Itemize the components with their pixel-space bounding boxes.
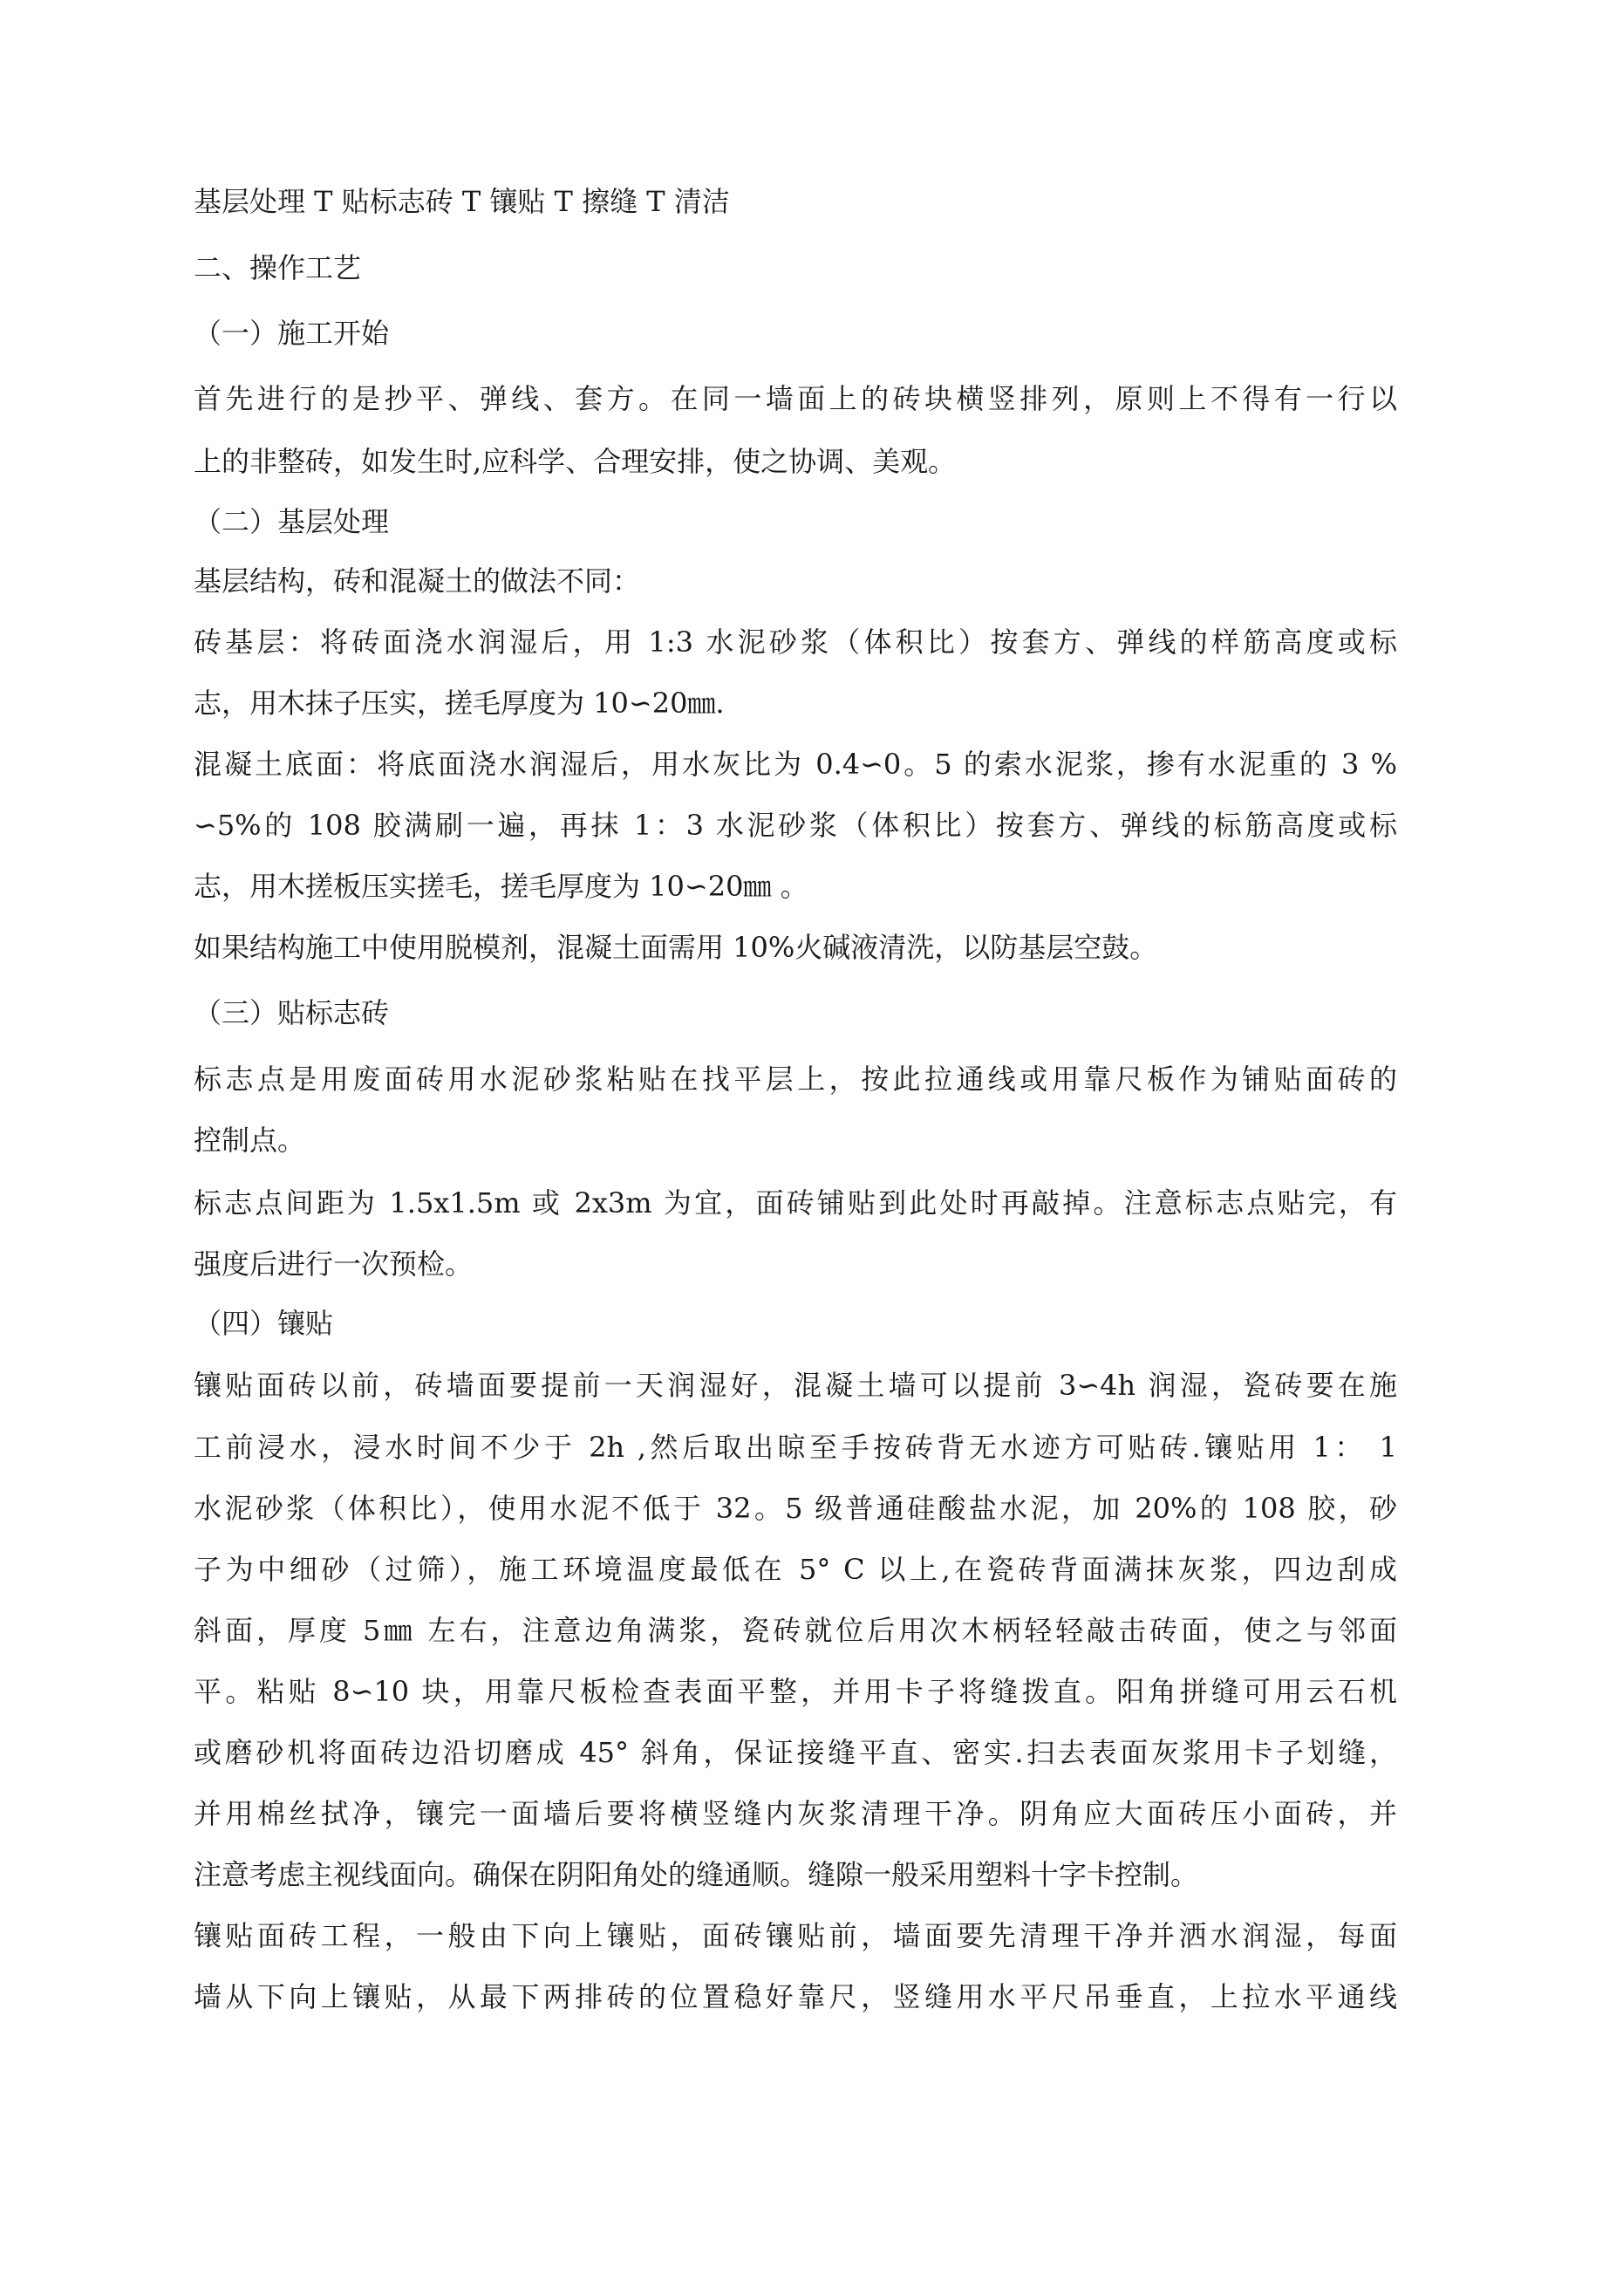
- paragraph-line: 墙从下向上镶贴，从最下两排砖的位置稳好靠尺，竖缝用水平尺吊垂直，上拉水平通线: [194, 1980, 1397, 2013]
- section-heading-operation-process: 二、操作工艺: [194, 251, 362, 284]
- paragraph-line: 标志点间距为 1.5x1.5m 或 2x3m 为宜，面砖铺贴到此处时再敲掉。注意标志点贴完，有: [194, 1186, 1397, 1220]
- subheading-marker-tiles: （三）贴标志砖: [194, 996, 390, 1029]
- paragraph-line: 平。粘贴 8∽10 块，用靠尺板检查表面平整，并用卡子将缝拨直。阳角拼缝可用云石机: [194, 1675, 1397, 1708]
- subheading-base-treatment: （二）基层处理: [194, 505, 390, 538]
- paragraph-line: 并用棉丝拭净，镶完一面墙后要将横竖缝内灰浆清理干净。阴角应大面砖压小面砖，并: [194, 1797, 1397, 1830]
- paragraph-line: 如果结构施工中使用脱模剂，混凝土面需用 10%火碱液清洗，以防基层空鼓。: [194, 931, 1158, 964]
- paragraph-line: 志，用木搓板压实搓毛，搓毛厚度为 10∽20㎜ 。: [194, 870, 808, 903]
- paragraph-line: 水泥砂浆（体积比），使用水泥不低于 32。5 级普通硅酸盐水泥，加 20%的 108 胶，砂: [194, 1492, 1397, 1525]
- process-flow-line: 基层处理 T 贴标志砖 T 镶贴 T 擦缝 T 清洁: [194, 185, 730, 218]
- paragraph-line: 上的非整砖，如发生时,应科学、合理安排，使之协调、美观。: [194, 445, 957, 478]
- paragraph-line: 或磨砂机将面砖边沿切磨成 45° 斜角，保证接缝平直、密实.扫去表面灰浆用卡子划缝，: [194, 1736, 1397, 1769]
- paragraph-line: 砖基层：将砖面浇水润湿后，用 1:3 水泥砂浆（体积比）按套方、弹线的样筋高度或标: [194, 625, 1397, 659]
- paragraph-line: 控制点。: [194, 1124, 306, 1157]
- paragraph-line: 子为中细砂（过筛），施工环境温度最低在 5° C 以上,在瓷砖背面满抹灰浆，四边刮成: [194, 1553, 1397, 1586]
- paragraph-line: 志，用木抹子压实，搓毛厚度为 10∽20㎜.: [194, 687, 725, 720]
- paragraph-line: 标志点是用废面砖用水泥砂浆粘贴在找平层上，按此拉通线或用靠尺板作为铺贴面砖的: [194, 1063, 1397, 1096]
- subheading-construction-start: （一）施工开始: [194, 317, 390, 350]
- paragraph-line: 斜面，厚度 5㎜ 左右，注意边角满浆，瓷砖就位后用次木柄轻轻敲击砖面，使之与邻面: [194, 1614, 1397, 1647]
- paragraph-line: 基层结构，砖和混凝土的做法不同：: [194, 564, 641, 598]
- subheading-inlay-tiling: （四）镶贴: [194, 1307, 334, 1340]
- paragraph-line: 注意考虑主视线面向。确保在阴阳角处的缝通顺。缝隙一般采用塑料十字卡控制。: [194, 1858, 1199, 1891]
- paragraph-line: 强度后进行一次预检。: [194, 1247, 474, 1281]
- paragraph-line: 镶贴面砖以前，砖墙面要提前一天润湿好，混凝土墙可以提前 3∽4h 润湿，瓷砖要在施: [194, 1369, 1397, 1402]
- paragraph-line: 镶贴面砖工程，一般由下向上镶贴，面砖镶贴前，墙面要先清理干净并洒水润湿，每面: [194, 1919, 1397, 1952]
- paragraph-line: 工前浸水，浸水时间不少于 2h ,然后取出晾至手按砖背无水迹方可贴砖.镶贴用 1： 1: [194, 1431, 1397, 1464]
- paragraph-line: 混凝土底面：将底面浇水润湿后，用水灰比为 0.4∽0。5 的索水泥浆，掺有水泥重的 3 %: [194, 748, 1397, 781]
- paragraph-line: ∽5%的 108 胶满刷一遍，再抹 1：3 水泥砂浆（体积比）按套方、弹线的标筋高度或标: [194, 809, 1397, 842]
- paragraph-line: 首先进行的是抄平、弹线、套方。在同一墙面上的砖块横竖排列，原则上不得有一行以: [194, 382, 1397, 415]
